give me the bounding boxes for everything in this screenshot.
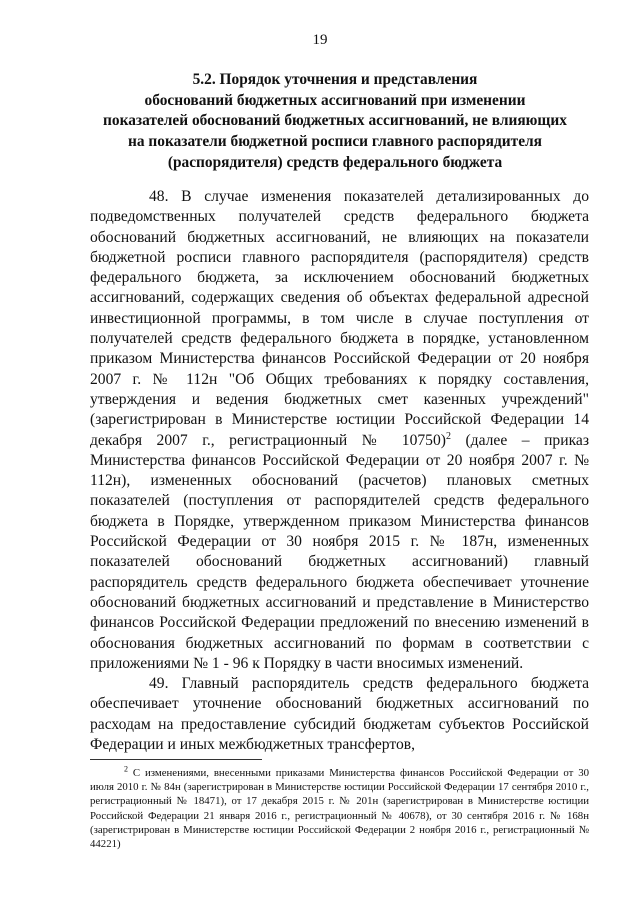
section-heading	[90, 70, 580, 174]
footnote	[90, 766, 589, 851]
heading-line: показателей обоснований бюджетных ассигнований, не влияющих	[103, 112, 567, 130]
page-number: 19	[312, 32, 328, 48]
heading-line: 5.2. Порядок уточнения и представления	[192, 71, 478, 88]
heading-line: обоснований бюджетных ассигнований при изменении	[144, 91, 526, 109]
heading-line: на показатели бюджетной росписи главного распорядителя	[128, 133, 542, 151]
footnote-mark: 2	[124, 764, 128, 774]
footnote-separator	[90, 759, 262, 760]
body-text	[90, 187, 589, 755]
paragraph-48	[90, 187, 589, 674]
footnote-text: С изменениями, внесенными приказами Министерства финансов Российской Федерации от 30 июля 2010 г. № 84н (зарегистрирован в Министерстве юстиции Российской Федерации 17 сентября 2010 г., регистрационный № 18471), от 17 декабря 2015 г. № 201н (зарегистрирован в Министерстве юстиции Российской Федерации 21 января 2016 г., регистрационный № 40678), от 30 сентября 2016 г. № 168н (зарегистрирован в Министерстве юстиции Российской Федерации 2 ноября 2016 г., регистрационный № 44221)	[90, 767, 589, 851]
paragraph-48-text: 48. В случае изменения показателей детализированных до подведомственных получателей средств федерального бюджета обоснований бюджетных ассигнований, не влияющих на показатели бюджетной росписи главного распорядителя (распорядителя) средств федерального бюджета, за исключением обоснований бюджетных ассигнований, содержащих сведения об объектах федеральной адресной инвестиционной программы, в том числе в случае поступления от получателей средств федерального бюджета в порядке, установленном приказом Министерства финансов Российской Федерации от 20 ноября 2007 г. № 112н "Об Общих требованиях к порядку составления, утверждения и ведения бюджетных смет казенных учреждений" (зарегистрирован в Министерстве юстиции Российской Федерации 14 декабря 2007 г., регистрационный № 10750)	[90, 188, 589, 449]
footnote-reference[interactable]: 2	[445, 430, 451, 442]
paragraph-49: 49. Главный распорядитель средств федерального бюджета обеспечивает уточнение обоснований бюджетных ассигнований по расходам на предоставление субсидий бюджетам субъектов Российской Федерации и иных межбюджетных трансфертов,	[90, 675, 589, 754]
paragraph-48-continuation: (далее – приказ Министерства финансов Российской Федерации от 20 ноября 2007 г. № 112н), измененных обоснований (расчетов) плановых сметных показателей (поступления от распорядителей средств федерального бюджета в Порядке, утвержденном приказом Министерства финансов Российской Федерации от 30 ноября 2015 г. № 187н, измененных показателей обоснований бюджетных ассигнований) главный распорядитель средств федерального бюджета обеспечивает уточнение обоснований бюджетных ассигнований и представление в Министерство финансов Российской Федерации предложений по внесению изменений в обоснования бюджетных ассигнований по формам в соответствии с приложениями № 1 - 96 к Порядку в части вносимых изменений.	[90, 431, 589, 672]
heading-line: (распорядителя) средств федерального бюджета	[167, 153, 503, 171]
